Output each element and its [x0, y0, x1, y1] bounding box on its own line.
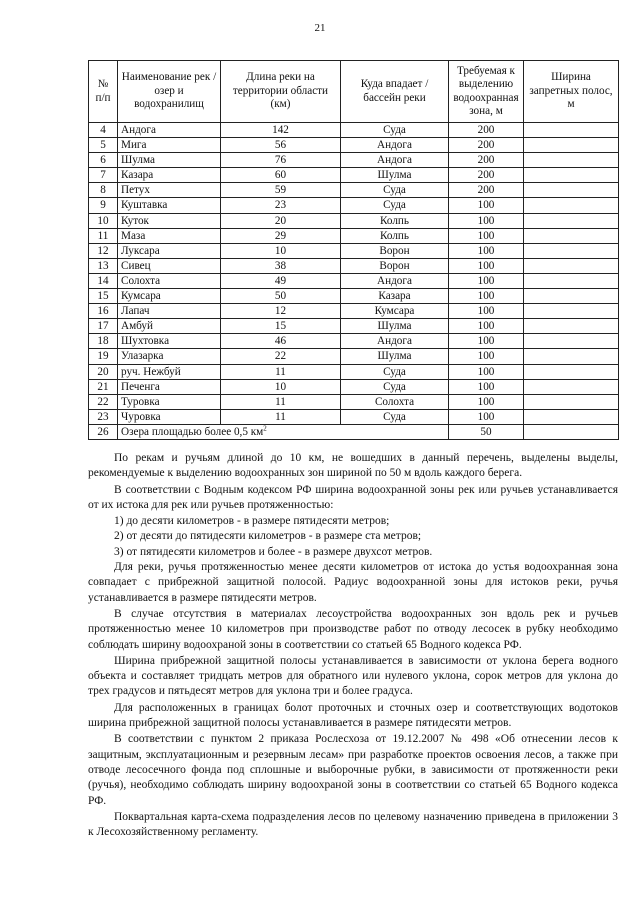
cell-num: 8	[89, 183, 118, 198]
cell-num: 12	[89, 243, 118, 258]
cell-length: 59	[221, 183, 341, 198]
cell-required: 100	[449, 228, 524, 243]
cell-width	[524, 213, 619, 228]
lake-row	[89, 424, 619, 439]
paragraph-missing-zones: В случае отсутствия в материалах лесоустройства водоохранных зон вдоль рек и ручьев протяженностью менее 10 километров при производстве работ по отводу лесосек в рубку необходимо соблюдать ширину водоохраной зоны в соответствии со статьей 65 Водного кодекса РФ.	[88, 607, 618, 651]
paragraph-order-498: В соответствии с пунктом 2 приказа Рослесхоза от 19.12.2007 № 498 «Об отнесении лесов к защитным, эксплуатационным и резервным лесам» при разработке проектов освоения лесов, а также при отводе лесосечного фонда под сплошные и выборочные рубки, в зависимости от протяженности реки (ручья), необходимо соблюдать ширину водоохраной зоны в соответствии со статьей 65 Водного кодекса РФ.	[88, 733, 618, 807]
cell-into: Андога	[341, 273, 449, 288]
rivers-table	[88, 60, 619, 440]
cell-num: 5	[89, 138, 118, 153]
cell-name: Казара	[118, 168, 221, 183]
lake-required: 50	[449, 424, 524, 439]
cell-name: Маза	[118, 228, 221, 243]
cell-name: Туровка	[118, 394, 221, 409]
cell-required: 100	[449, 394, 524, 409]
cell-width	[524, 258, 619, 273]
table-header-row	[89, 61, 619, 123]
cell-name: Мига	[118, 138, 221, 153]
cell-into: Ворон	[341, 258, 449, 273]
cell-name: Кумсара	[118, 289, 221, 304]
cell-length: 23	[221, 198, 341, 213]
cell-required: 100	[449, 304, 524, 319]
body-text	[88, 451, 618, 841]
cell-into: Колпь	[341, 213, 449, 228]
cell-name: Андога	[118, 123, 221, 138]
cell-width	[524, 379, 619, 394]
cell-required: 100	[449, 243, 524, 258]
cell-into: Кумсара	[341, 304, 449, 319]
cell-num: 14	[89, 273, 118, 288]
cell-length: 22	[221, 349, 341, 364]
cell-name: Печенга	[118, 379, 221, 394]
cell-into: Суда	[341, 379, 449, 394]
cell-into: Суда	[341, 198, 449, 213]
paragraph-swamp-lakes: Для расположенных в границах болот проточных и сточных озер и соответствующих водотоков ширина прибрежной защитной полосы устанавливается в размере пятидесяти метров.	[88, 701, 618, 730]
table-row	[89, 198, 619, 213]
cell-num: 4	[89, 123, 118, 138]
lake-sup: 2	[263, 424, 267, 433]
cell-length: 12	[221, 304, 341, 319]
cell-required: 200	[449, 123, 524, 138]
cell-name: руч. Нежбуй	[118, 364, 221, 379]
cell-length: 76	[221, 153, 341, 168]
cell-length: 142	[221, 123, 341, 138]
cell-width	[524, 364, 619, 379]
cell-num: 22	[89, 394, 118, 409]
cell-required: 100	[449, 379, 524, 394]
cell-length: 10	[221, 379, 341, 394]
cell-width	[524, 273, 619, 288]
cell-required: 200	[449, 138, 524, 153]
cell-length: 11	[221, 394, 341, 409]
cell-num: 13	[89, 258, 118, 273]
cell-required: 200	[449, 153, 524, 168]
cell-width	[524, 153, 619, 168]
cell-num: 11	[89, 228, 118, 243]
cell-name: Куток	[118, 213, 221, 228]
cell-width	[524, 138, 619, 153]
cell-name: Улазарка	[118, 349, 221, 364]
cell-num: 18	[89, 334, 118, 349]
table-row	[89, 379, 619, 394]
table-row	[89, 213, 619, 228]
table-row	[89, 258, 619, 273]
table-row	[89, 394, 619, 409]
cell-required: 100	[449, 198, 524, 213]
cell-length: 46	[221, 334, 341, 349]
cell-required: 100	[449, 273, 524, 288]
table-row	[89, 364, 619, 379]
cell-name: Куштавка	[118, 198, 221, 213]
lake-text: Озера площадью более 0,5 км	[121, 425, 264, 438]
cell-into: Суда	[341, 409, 449, 424]
cell-length: 29	[221, 228, 341, 243]
cell-required: 100	[449, 289, 524, 304]
header-name: Наименование рек / озер и водохранилищ	[118, 61, 221, 123]
paragraph-short-rivers: Для реки, ручья протяженностью менее десяти километров от истока до устья водоохранная зона совпадает с прибрежной защитной полосой. Радиус водоохранной зоны для истоков реки, ручья устанавливается в размере пятидесяти метров.	[88, 561, 618, 604]
table-row	[89, 168, 619, 183]
table-row	[89, 138, 619, 153]
cell-name: Лапач	[118, 304, 221, 319]
cell-name: Солохта	[118, 273, 221, 288]
table-row	[89, 228, 619, 243]
table-row	[89, 304, 619, 319]
cell-into: Ворон	[341, 243, 449, 258]
cell-required: 100	[449, 409, 524, 424]
cell-name: Сивец	[118, 258, 221, 273]
cell-width	[524, 168, 619, 183]
cell-length: 49	[221, 273, 341, 288]
table-row	[89, 243, 619, 258]
cell-required: 200	[449, 183, 524, 198]
header-required: Требуемая к выделению водоохранная зона, м	[449, 61, 524, 123]
cell-required: 100	[449, 334, 524, 349]
table-row	[89, 319, 619, 334]
cell-length: 56	[221, 138, 341, 153]
cell-width	[524, 198, 619, 213]
cell-into: Андога	[341, 153, 449, 168]
header-into: Куда впадает / бассейн реки	[341, 61, 449, 123]
cell-into: Шулма	[341, 349, 449, 364]
cell-num: 19	[89, 349, 118, 364]
cell-length: 38	[221, 258, 341, 273]
lake-text-cell	[118, 424, 449, 439]
cell-width	[524, 228, 619, 243]
list-item-2: 2) от десяти до пятидесяти километров - в размере ста метров;	[114, 530, 422, 543]
cell-length: 10	[221, 243, 341, 258]
cell-length: 11	[221, 364, 341, 379]
paragraph-small-streams: По рекам и ручьям длиной до 10 км, не вошедших в данный перечень, выделены выделы, рекомендуемые к выделению водоохранных зон шириной по 50 м вдоль каждого берега.	[88, 452, 618, 480]
header-length: Длина реки на территории области (км)	[221, 61, 341, 123]
cell-name: Луксара	[118, 243, 221, 258]
cell-name: Петух	[118, 183, 221, 198]
paragraph-water-code: В соответствии с Водным кодексом РФ ширина водоохранной зоны рек или ручьев устанавливается от их истока для рек или ручьев протяженностью:	[88, 483, 618, 511]
cell-into: Андога	[341, 138, 449, 153]
cell-num: 21	[89, 379, 118, 394]
table-body	[89, 123, 619, 440]
cell-length: 11	[221, 409, 341, 424]
header-width: Ширина запретных полос, м	[524, 61, 619, 123]
cell-width	[524, 304, 619, 319]
cell-required: 100	[449, 364, 524, 379]
cell-required: 100	[449, 258, 524, 273]
cell-num: 16	[89, 304, 118, 319]
cell-width	[524, 394, 619, 409]
list-item-1: 1) до десяти километров - в размере пятидесяти метров;	[114, 515, 390, 528]
cell-length: 15	[221, 319, 341, 334]
cell-length: 20	[221, 213, 341, 228]
cell-num: 15	[89, 289, 118, 304]
cell-required: 200	[449, 168, 524, 183]
cell-num: 6	[89, 153, 118, 168]
cell-width	[524, 183, 619, 198]
cell-num: 23	[89, 409, 118, 424]
table-row	[89, 123, 619, 138]
cell-num: 7	[89, 168, 118, 183]
list-item-3: 3) от пятидесяти километров и более - в размере двухсот метров.	[114, 545, 433, 558]
cell-width	[524, 243, 619, 258]
cell-width	[524, 319, 619, 334]
cell-into: Суда	[341, 123, 449, 138]
cell-name: Амбуй	[118, 319, 221, 334]
page-number: 21	[314, 22, 326, 34]
cell-name: Чуровка	[118, 409, 221, 424]
cell-width	[524, 409, 619, 424]
cell-width	[524, 123, 619, 138]
cell-into: Казара	[341, 289, 449, 304]
paragraph-coastal-strip: Ширина прибрежной защитной полосы устанавливается в зависимости от уклона берега водного объекта и составляет тридцать метров для обратного или нулевого уклона, сорок метров для уклона до трех градусов и пятьдесят метров для уклона три и более градуса.	[88, 654, 618, 698]
cell-name: Шухтовка	[118, 334, 221, 349]
table-row	[89, 153, 619, 168]
cell-length: 60	[221, 168, 341, 183]
paragraph-map-appendix: Поквартальная карта-схема подразделения лесов по целевому назначению приведена в приложении 3 к Лесохозяйственному регламенту.	[88, 810, 618, 839]
cell-into: Суда	[341, 183, 449, 198]
cell-required: 100	[449, 349, 524, 364]
cell-into: Андога	[341, 334, 449, 349]
cell-into: Шулма	[341, 168, 449, 183]
table-row	[89, 289, 619, 304]
cell-length: 50	[221, 289, 341, 304]
cell-width	[524, 334, 619, 349]
cell-num: 9	[89, 198, 118, 213]
cell-width	[524, 349, 619, 364]
cell-num: 20	[89, 364, 118, 379]
cell-num: 17	[89, 319, 118, 334]
cell-into: Солохта	[341, 394, 449, 409]
table-row	[89, 183, 619, 198]
table-row	[89, 273, 619, 288]
cell-num: 10	[89, 213, 118, 228]
table-row	[89, 349, 619, 364]
lake-num: 26	[89, 424, 118, 439]
cell-name: Шулма	[118, 153, 221, 168]
cell-into: Суда	[341, 364, 449, 379]
cell-into: Колпь	[341, 228, 449, 243]
cell-required: 100	[449, 319, 524, 334]
cell-required: 100	[449, 213, 524, 228]
cell-into: Шулма	[341, 319, 449, 334]
table-row	[89, 334, 619, 349]
header-num: № п/п	[89, 61, 118, 123]
cell-width	[524, 289, 619, 304]
table-row	[89, 409, 619, 424]
lake-width	[524, 424, 619, 439]
